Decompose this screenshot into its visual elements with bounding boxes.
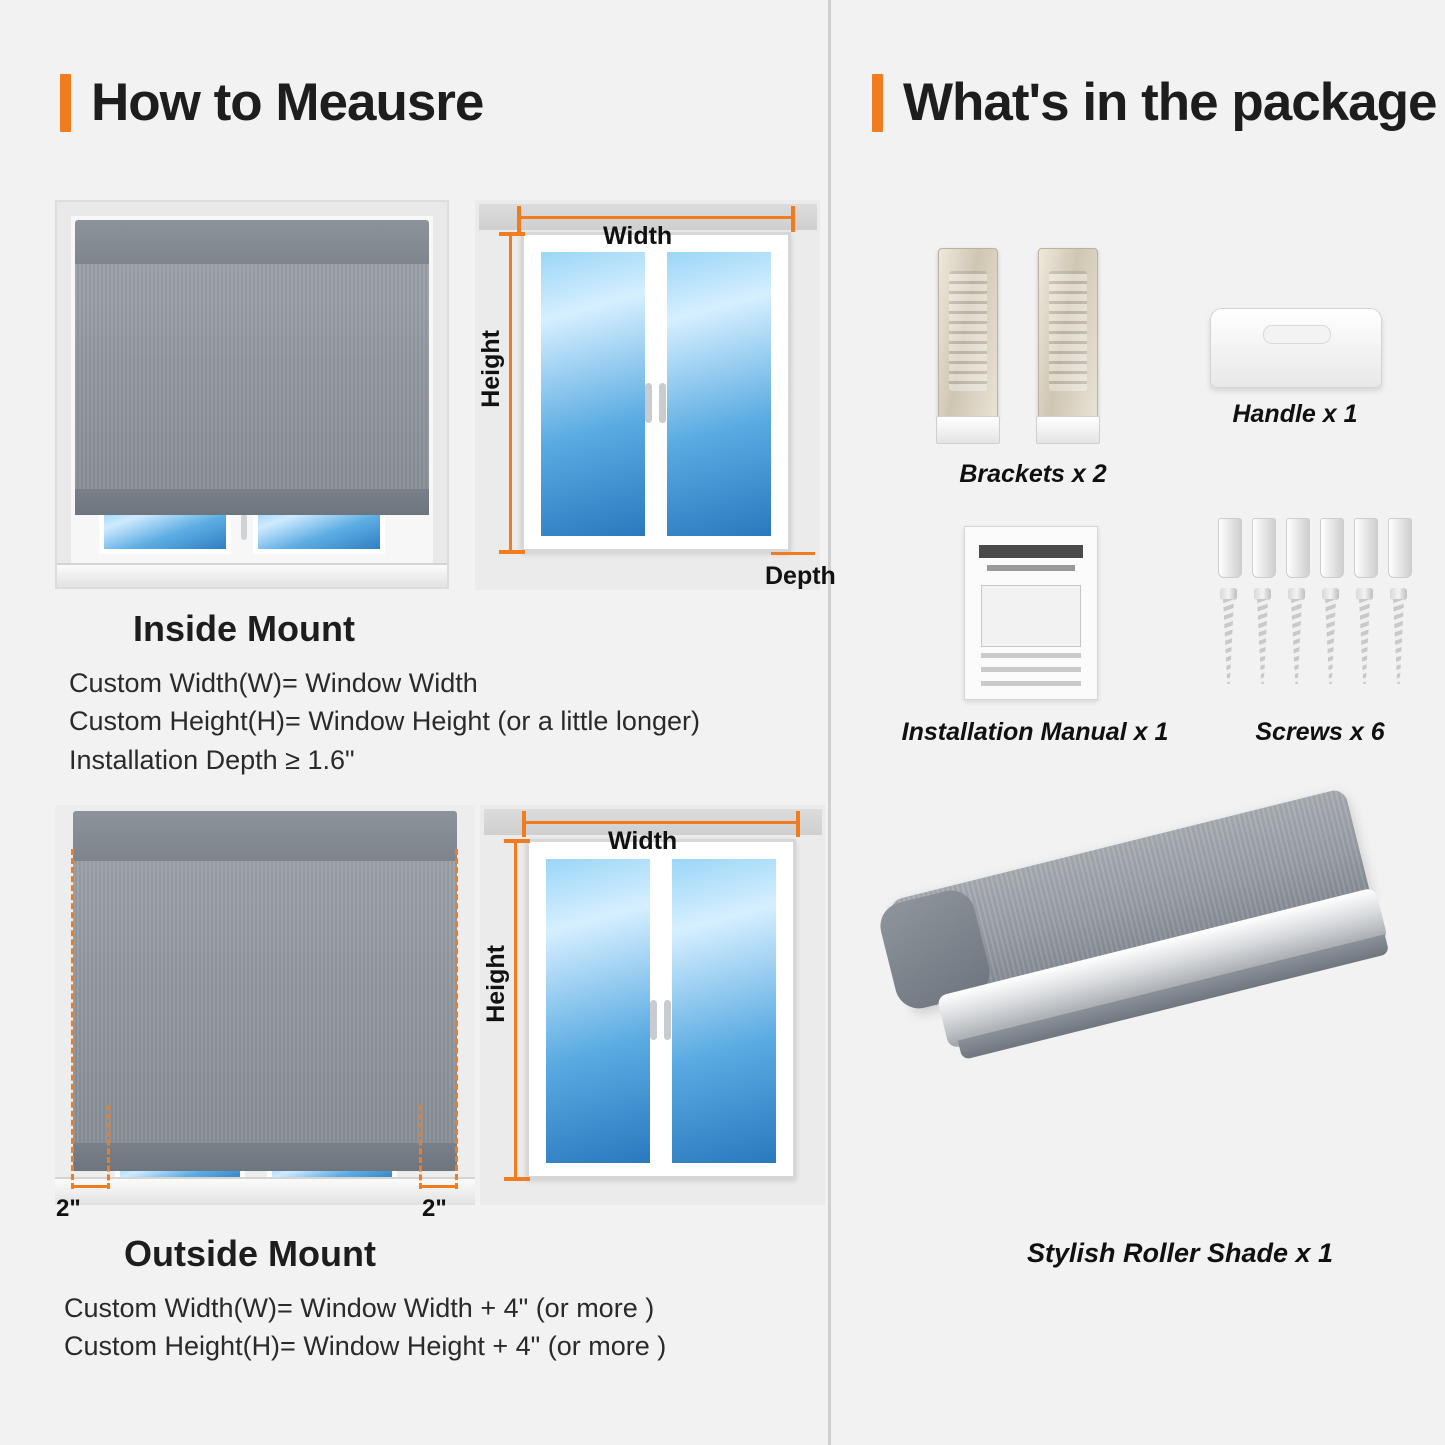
window-frame-2 — [526, 839, 796, 1179]
inside-mount-line-3: Installation Depth ≥ 1.6" — [69, 744, 355, 775]
window-handle-left — [645, 383, 652, 423]
inside-mount-line-1: Custom Width(W)= Window Width — [69, 668, 478, 698]
outside-mount-line-2: Custom Height(H)= Window Height + 4" (or more ) — [64, 1331, 667, 1362]
width-tick-right-2 — [796, 811, 800, 837]
height-tick-top-2 — [504, 839, 530, 843]
shade-valance — [75, 220, 429, 268]
height-label-2: Height — [482, 945, 510, 1023]
height-tick-bottom — [499, 550, 525, 554]
width-label: Width — [603, 222, 673, 250]
shade-fabric — [75, 264, 429, 489]
outside-mount-photo — [55, 805, 475, 1205]
brackets-caption: Brackets x 2 — [959, 460, 1107, 488]
inside-mount-illustrations — [55, 190, 836, 590]
roller-shade-product-image — [900, 855, 1420, 1195]
height-tick-top — [499, 232, 525, 236]
window-edge-dash-left — [107, 1105, 110, 1189]
inside-mount-title: Inside Mount — [133, 608, 355, 649]
outside-shade-valance — [73, 811, 457, 861]
screw-shaft-5 — [1359, 599, 1370, 684]
manual-figure-box — [981, 585, 1081, 647]
package-items-grid — [860, 230, 1420, 790]
roller-shade-body — [888, 788, 1396, 1110]
overhang-label-right: 2" — [422, 1195, 447, 1222]
wall-anchor-2 — [1252, 518, 1276, 578]
screw-head-6 — [1390, 588, 1407, 600]
height-label: Height — [477, 330, 505, 408]
screw-shaft-2 — [1257, 599, 1268, 684]
manual-title-bar — [979, 545, 1083, 558]
screw-shaft-3 — [1291, 599, 1302, 684]
window-pane-right — [660, 245, 778, 543]
wall-anchor-4 — [1320, 518, 1344, 578]
width-label-2: Width — [608, 827, 678, 855]
package-contents-title: What's in the package — [903, 73, 1437, 132]
bracket-base-2 — [1036, 416, 1100, 444]
outside-mount-block — [40, 795, 820, 1366]
window-pane-left-2 — [539, 852, 657, 1170]
manual-subtitle-bar — [987, 565, 1075, 571]
window-handle-left-2 — [650, 1000, 657, 1040]
screw-head-5 — [1356, 588, 1373, 600]
installation-manual-icon — [964, 526, 1098, 700]
bracket-icon-1 — [938, 248, 998, 420]
screw-1 — [1220, 588, 1237, 684]
window-handle — [241, 514, 247, 540]
handle-caption: Handle x 1 — [1232, 400, 1358, 428]
inside-mount-line-2: Custom Height(H)= Window Height (or a little longer) — [69, 706, 700, 737]
screw-head-3 — [1288, 588, 1305, 600]
width-tick-left-2 — [522, 811, 526, 837]
how-to-measure-title: How to Meausre — [91, 73, 484, 132]
bracket-base-1 — [936, 416, 1000, 444]
accent-bar — [60, 74, 71, 132]
screw-shaft-6 — [1393, 599, 1404, 684]
overhang-dash-right — [455, 849, 458, 1189]
shade-bottom-bar — [75, 489, 429, 515]
outside-mount-line-1: Custom Width(W)= Window Width + 4" (or more ) — [64, 1293, 655, 1323]
outside-mount-illustrations — [40, 795, 820, 1222]
window-pane-left — [534, 245, 652, 543]
inside-mount-block — [55, 190, 836, 779]
wall-anchor-6 — [1388, 518, 1412, 578]
screw-5 — [1356, 588, 1373, 684]
window-handle-right-2 — [664, 1000, 671, 1040]
accent-bar-right — [872, 74, 883, 132]
screw-4 — [1322, 588, 1339, 684]
window-sill — [57, 563, 447, 587]
manual-text-line-2 — [981, 667, 1081, 672]
window-edge-dash-right — [419, 1105, 422, 1189]
product-caption: Stylish Roller Shade x 1 — [1026, 1238, 1334, 1268]
window-handle-right — [659, 383, 666, 423]
outside-mount-title: Outside Mount — [124, 1233, 376, 1274]
wall-anchor-5 — [1354, 518, 1378, 578]
width-tick-left — [517, 206, 521, 232]
depth-label: Depth — [765, 562, 836, 590]
depth-rule — [771, 552, 815, 555]
screw-head-2 — [1254, 588, 1271, 600]
package-contents-heading — [872, 72, 1437, 133]
screw-shaft-1 — [1223, 599, 1234, 684]
wall-anchor-1 — [1218, 518, 1242, 578]
handle-icon — [1210, 308, 1382, 388]
height-rule-2 — [514, 841, 517, 1179]
manual-caption: Installation Manual x 1 — [901, 718, 1169, 746]
width-tick-right — [791, 206, 795, 232]
screw-shaft-4 — [1325, 599, 1336, 684]
manual-text-line-3 — [981, 681, 1081, 686]
screw-3 — [1288, 588, 1305, 684]
window-pane-right-2 — [665, 852, 783, 1170]
height-tick-bottom-2 — [504, 1177, 530, 1181]
screws-caption: Screws x 6 — [1255, 718, 1385, 746]
inside-mount-measure-diagram — [475, 200, 836, 590]
outside-window-sill — [55, 1177, 475, 1205]
column-divider — [828, 0, 831, 1445]
overhang-rule-left — [71, 1185, 109, 1188]
outside-shade-fabric — [73, 861, 457, 1143]
width-rule-2 — [526, 821, 796, 824]
bracket-icon-2 — [1038, 248, 1098, 420]
overhang-label-left: 2" — [56, 1195, 81, 1222]
height-rule — [509, 234, 512, 552]
width-rule — [521, 216, 791, 219]
screw-head-4 — [1322, 588, 1339, 600]
screw-head-1 — [1220, 588, 1237, 600]
overhang-rule-right — [419, 1185, 457, 1188]
inside-mount-photo — [55, 200, 449, 589]
screw-2 — [1254, 588, 1271, 684]
screw-6 — [1390, 588, 1407, 684]
outside-shade-bottom-bar — [73, 1143, 457, 1171]
overhang-dash-left — [71, 849, 74, 1189]
wall-anchor-3 — [1286, 518, 1310, 578]
manual-text-line-1 — [981, 653, 1081, 658]
window-frame — [521, 232, 791, 552]
how-to-measure-heading — [60, 72, 483, 133]
outside-mount-measure-diagram — [480, 805, 825, 1205]
